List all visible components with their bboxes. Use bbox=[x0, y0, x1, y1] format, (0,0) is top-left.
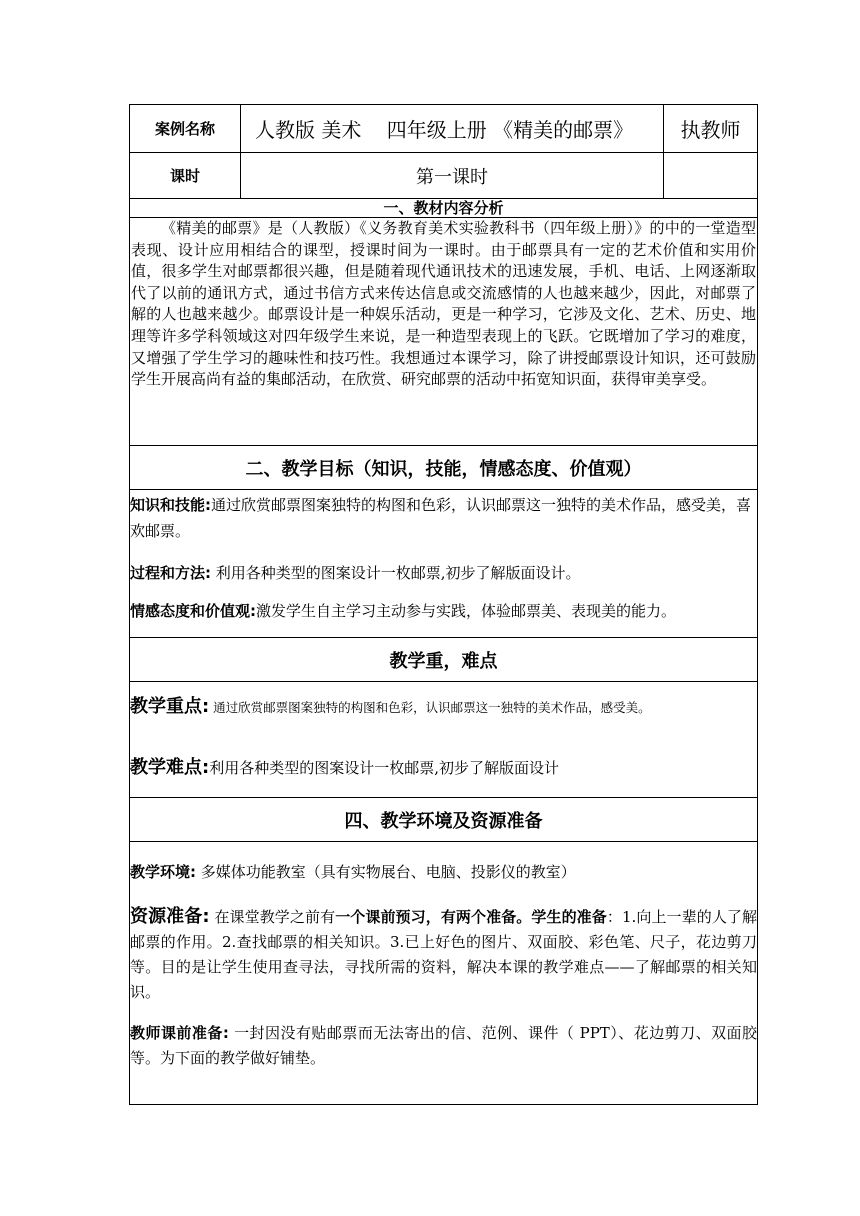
section3-title-row bbox=[130, 638, 758, 682]
period-row bbox=[130, 153, 758, 199]
case-name-value: 人教版 美术 四年级上册 《精美的邮票》 bbox=[241, 105, 664, 153]
section1-title: 一、教材内容分析 bbox=[130, 199, 758, 218]
section2-body-row bbox=[130, 490, 758, 638]
section4-title: 四、教学环境及资源准备 bbox=[130, 798, 758, 842]
lesson-plan-table bbox=[129, 104, 758, 1105]
section4-body-row bbox=[130, 842, 758, 1105]
key-point-item: 教学重点: 通过欣赏邮票图案独特的构图和色彩，认识邮票这一独特的美术作品，感受美。 bbox=[130, 696, 651, 717]
section1-body-row bbox=[130, 218, 758, 446]
difficulty-item: 教学难点:利用各种类型的图案设计一枚邮票,初步了解版面设计 bbox=[130, 757, 559, 778]
period-label: 课时 bbox=[130, 153, 241, 199]
period-value: 第一课时 bbox=[241, 153, 664, 199]
teacher-label: 执教师 bbox=[664, 105, 758, 153]
knowledge-skill-item: 知识和技能:通过欣赏邮票图案独特的构图和色彩，认识邮票这一独特的美术作品，感受美，喜欢邮票。 bbox=[130, 496, 752, 540]
teacher-value-empty bbox=[664, 153, 758, 199]
section4-title-row bbox=[130, 798, 758, 842]
section2-title: 二、教学目标（知识，技能，情感态度、价值观） bbox=[130, 446, 758, 490]
case-row bbox=[130, 105, 758, 153]
section1-title-row bbox=[130, 199, 758, 218]
section1-body: 《精美的邮票》是（人教版）《义务教育美术实验教科书（四年级上册）》的中的一堂造型表现、设计应用相结合的课型，授课时间为一课时。由于邮票具有一定的艺术价值和实用价值，很多学生对邮票都很兴趣，但是随着现代通讯技术的迅速发展，手机、电话、上网逐渐取代了以前的通讯方式，通过书信方式来传达信息或交流感情的人也越来越少，因此，对邮票了解的人也越来越少。邮票设计是一种娱乐活动，更是一种学习，它涉及文化、艺术、历史、地理等许多学科领域这对四年级学生来说，是一种造型表现上的飞跃。它既增加了学习的难度，又增强了学生学习的趣味性和技巧性。我想通过本课学习，除了讲授邮票设计知识，还可鼓励学生开展高尚有益的集邮活动，在欣赏、研究邮票的活动中拓宽知识面，获得审美享受。 bbox=[131, 219, 756, 389]
emotion-value-item: 情感态度和价值观:激发学生自主学习主动参与实践，体验邮票美、表现美的能力。 bbox=[130, 602, 677, 620]
teacher-prep-item: 教师课前准备: 一封因没有贴邮票而无法寄出的信、范例、课件（ PPT）、花边剪刀、双面胶等。为下面的教学做好铺垫。 bbox=[130, 1024, 758, 1067]
lesson-plan-document bbox=[129, 104, 757, 1105]
process-method-item: 过程和方法: 利用各种类型的图案设计一枚邮票,初步了解版面设计。 bbox=[130, 564, 581, 582]
case-name-label: 案例名称 bbox=[130, 105, 241, 153]
environment-item: 教学环境: 多媒体功能教室（具有实物展台、电脑、投影仪的教室） bbox=[130, 863, 576, 881]
section3-title: 教学重，难点 bbox=[130, 638, 758, 682]
section3-body-row bbox=[130, 682, 758, 798]
section2-title-row bbox=[130, 446, 758, 490]
resource-item: 资源准备: 在课堂教学之前有一个课前预习，有两个准备。学生的准备：1.向上一辈的人了解邮票的作用。2.查找邮票的相关知识。3.已上好色的图片、双面胶、彩色笔、尺子，花边剪刀等。目的是让学生使用查寻法，寻找所需的资料，解决本课的教学难点——了解邮票的相关知识。 bbox=[130, 906, 758, 1001]
